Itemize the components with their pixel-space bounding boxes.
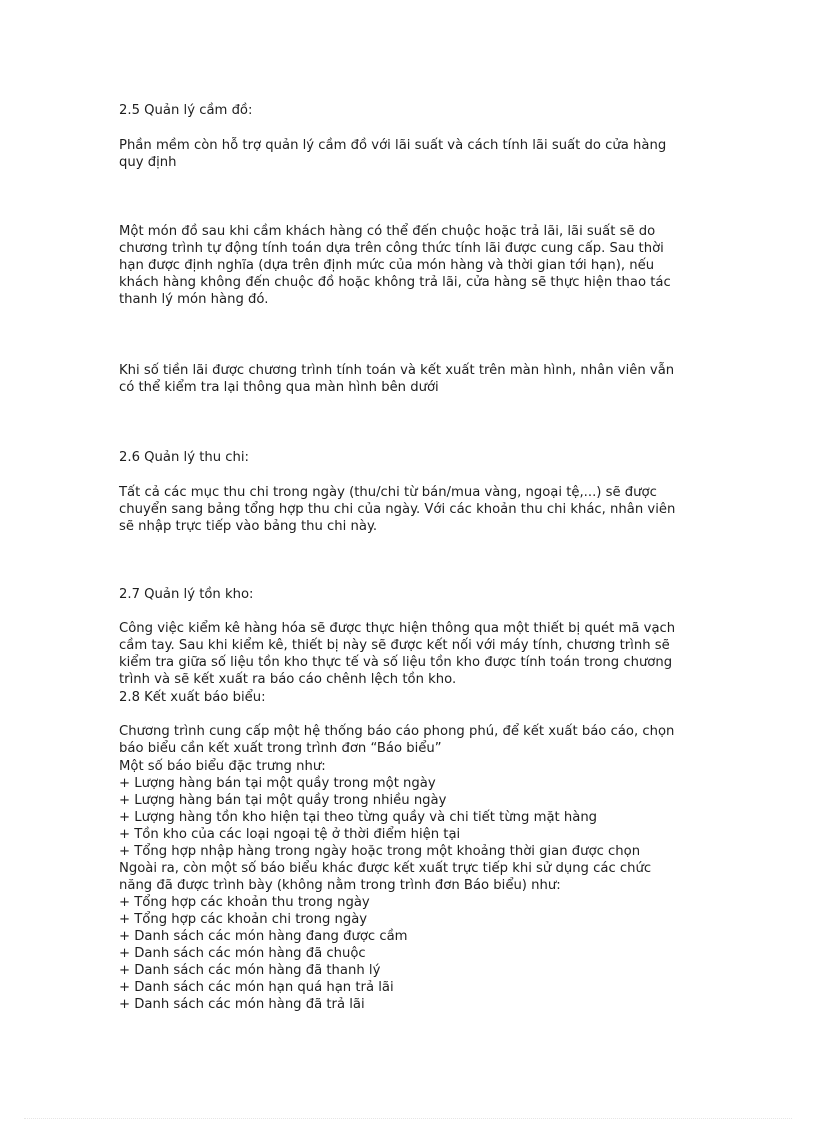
reports-list-intro: Một số báo biểu đặc trưng như: [119,759,326,774]
list-item: + Danh sách các món hàng đã thanh lý [119,963,381,978]
list-item: + Danh sách các món hàng đang được cầm [119,929,408,944]
list-item: + Danh sách các món hàng đã trả lãi [119,997,365,1012]
list-item: + Lượng hàng bán tại một quầy trong một ngày [119,776,436,791]
list-item: + Tổng hợp các khoản thu trong ngày [119,895,370,910]
paragraph-income-expense: Tất cả các mục thu chi trong ngày (thu/chi từ bán/mua vàng, ngoại tệ,...) sẽ được chuyển sang bảng tổng hợp thu chi của ngày. Với các khoản thu chi khác, nhân viên sẽ nhập trực tiếp vào bảng thu chi này. [119,485,676,534]
list-item: + Danh sách các món hạn quá hạn trả lãi [119,980,394,995]
list-item: + Tổng hợp các khoản chi trong ngày [119,912,368,927]
section-heading-2-7: 2.7 Quản lý tồn kho: [119,587,254,602]
paragraph-pawn-check: Khi số tiền lãi được chương trình tính toán và kết xuất trên màn hình, nhân viên vẫn có thể kiểm tra lại thông qua màn hình bên dưới [119,363,675,395]
paragraph-inventory: Công việc kiểm kê hàng hóa sẽ được thực hiện thông qua một thiết bị quét mã vạch cầm tay. Sau khi kiểm kê, thiết bị này sẽ được kết nối với máy tính, chương trình sẽ kiểm tra giữa số liệu tồn kho thực tế và số liệu tồn kho được tính toán trong chương trình và sẽ kết xuất ra báo cáo chênh lệch tồn kho. [119,621,676,687]
list-item: + Tồn kho của các loại ngoại tệ ở thời điểm hiện tại [119,827,461,842]
paragraph-other-reports: Ngoài ra, còn một số báo biểu khác được kết xuất trực tiếp khi sử dụng các chức năng đã được trình bày (không nằm trong trình đơn Báo biểu) như: [119,861,652,893]
section-heading-2-6: 2.6 Quản lý thu chi: [119,450,249,465]
section-heading-2-8: 2.8 Kết xuất báo biểu: [119,690,266,705]
list-item: + Danh sách các món hàng đã chuộc [119,946,366,961]
paragraph-pawn-process: Một món đồ sau khi cầm khách hàng có thể đến chuộc hoặc trả lãi, lãi suất sẽ do chương trình tự động tính toán dựa trên công thức tính lãi được cung cấp. Sau thời hạn được định nghĩa (dựa trên định mức của món hàng và thời gian tới hạn), nếu khách hàng không đến chuộc đồ hoặc không trả lãi, cửa hàng sẽ thực hiện thao tác thanh lý món hàng đó. [119,224,671,307]
section-heading-2-5: 2.5 Quản lý cầm đồ: [119,103,253,118]
paragraph-reports-intro: Chương trình cung cấp một hệ thống báo cáo phong phú, để kết xuất báo cáo, chọn báo biểu cần kết xuất trong trình đơn “Báo biểu” [119,724,675,756]
list-item: + Lượng hàng bán tại một quầy trong nhiều ngày [119,793,447,808]
page-bottom-divider [24,1118,792,1119]
list-item: + Lượng hàng tồn kho hiện tại theo từng quầy và chi tiết từng mặt hàng [119,810,598,825]
list-item: + Tổng hợp nhập hàng trong ngày hoặc trong một khoảng thời gian được chọn [119,844,641,859]
paragraph-pawn-intro: Phần mềm còn hỗ trợ quản lý cầm đồ với lãi suất và cách tính lãi suất do cửa hàng quy định [119,138,667,170]
